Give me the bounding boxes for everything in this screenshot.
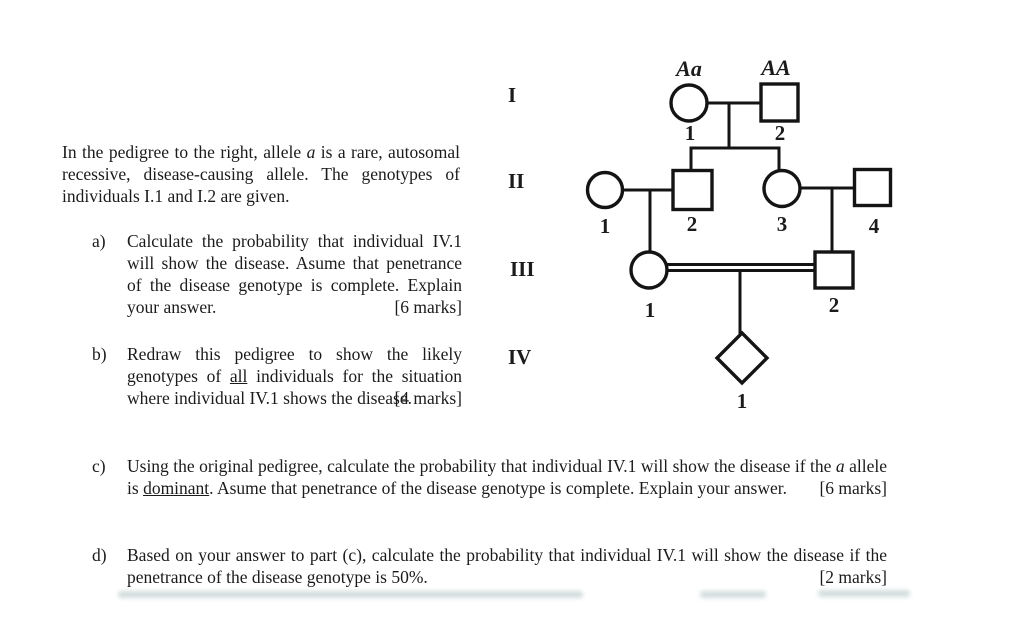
generation-label-IV: IV <box>508 345 532 369</box>
part-c-marks: [6 marks] <box>819 478 887 498</box>
individual-number-III-1: 1 <box>644 298 656 322</box>
genotype-label-I-1: Aa <box>676 56 702 81</box>
part-b-marks: [4 marks] <box>394 388 462 408</box>
individual-number-II-2: 2 <box>686 212 698 236</box>
individual-number-II-1: 1 <box>599 214 611 238</box>
individual-III-1-circle <box>631 252 667 288</box>
individual-II-1-circle <box>588 173 623 208</box>
part-b-text: Redraw this pedigree to show the likely genotypes of all individuals for the situation where individual IV.1 shows the disease. <box>127 344 462 408</box>
individual-I-1-circle <box>671 85 707 121</box>
generation-label-III: III <box>510 257 535 281</box>
individual-number-III-2: 2 <box>828 293 840 317</box>
question-intro: In the pedigree to the right, allele a is a rare, autosomal recessive, disease-causing allele. The genotypes of individuals I.1 and I.2 are given. <box>62 142 460 206</box>
individual-number-II-4: 4 <box>868 214 880 238</box>
generation-label-I: I <box>508 83 517 107</box>
individual-IV-1-diamond <box>717 333 767 383</box>
generation-label-II: II <box>508 169 525 193</box>
individual-II-4-square <box>855 170 891 206</box>
individual-II-3-circle <box>764 171 800 207</box>
individual-number-II-3: 3 <box>776 212 788 236</box>
scan-artifact <box>700 591 766 598</box>
genotype-label-I-2: AA <box>761 55 791 80</box>
individual-number-I-1: 1 <box>684 121 696 145</box>
individual-II-2-square <box>673 171 712 210</box>
part-d-marks: [2 marks] <box>819 567 887 587</box>
individual-number-IV-1: 1 <box>736 389 748 413</box>
scan-artifact <box>818 590 910 597</box>
individual-number-I-2: 2 <box>774 121 786 145</box>
part-a-marks: [6 marks] <box>394 297 462 317</box>
part-a-text: Calculate the probability that individual IV.1 will show the disease. Asume that penetrance of the disease genotype is complete. Explain your answer. <box>127 231 462 317</box>
part-a-label: a) <box>92 231 106 251</box>
part-c-text: Using the original pedigree, calculate the probability that individual IV.1 will show the disease if the a allele is dominant. Asume that penetrance of the disease genotype is complete. Explain your answer. <box>127 456 888 498</box>
scan-artifact <box>118 591 583 598</box>
part-b-label: b) <box>92 344 107 364</box>
individual-I-2-square <box>761 84 798 121</box>
part-c-label: c) <box>92 456 106 476</box>
part-d-label: d) <box>92 545 107 565</box>
individual-III-2-square <box>815 252 853 288</box>
part-d-text: Based on your answer to part (c), calculate the probability that individual IV.1 will show the disease if the penetrance of the disease genotype is 50%. <box>127 545 887 587</box>
